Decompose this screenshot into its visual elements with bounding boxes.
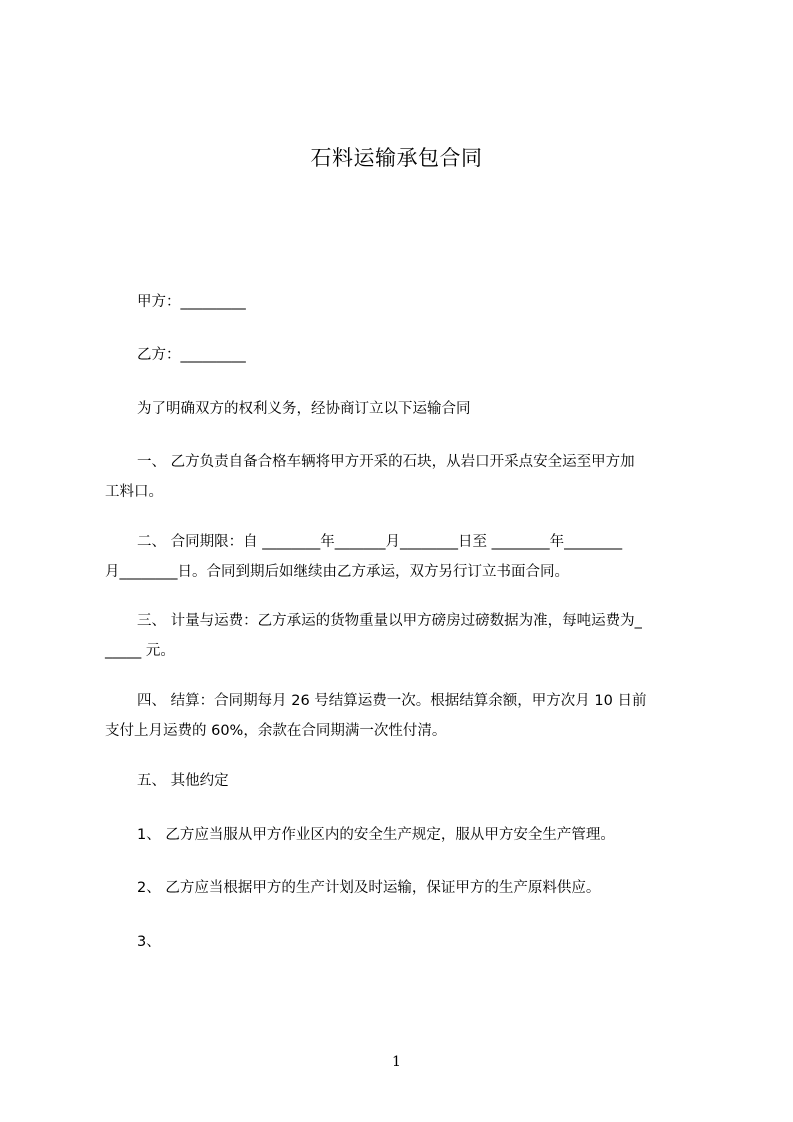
- clause-3-line-2: _____ 元。: [105, 643, 175, 659]
- document-title: 石料运输承包合同: [310, 146, 483, 170]
- clause-3: [105, 606, 703, 666]
- clause-4-line-2: 支付上月运费的 60%，余款在合同期满一次性付清。: [105, 723, 447, 739]
- clause-5-heading: 五、 其他约定: [137, 773, 229, 789]
- clause-1: [105, 447, 703, 507]
- clause-2-line-1: 二、 合同期限：自 ________年_______月________日至 ________年________: [137, 534, 623, 550]
- intro-paragraph: 为了明确双方的权利义务，经协商订立以下运输合同: [137, 401, 471, 417]
- page-number: 1: [392, 1054, 401, 1070]
- clause-2-line-2: 月________日。合同到期后如继续由乙方承运，双方另行订立书面合同。: [105, 564, 569, 580]
- clause-4: [105, 686, 703, 746]
- clause-3-line-1: 三、 计量与运费：乙方承运的货物重量以甲方磅房过磅数据为准，每吨运费为_: [137, 613, 642, 629]
- party-b-line: 乙方：_________: [137, 347, 246, 363]
- clause-5-item-2: 2、 乙方应当根据甲方的生产计划及时运输，保证甲方的生产原料供应。: [137, 880, 601, 896]
- clause-1-line-2: 工料口。: [105, 484, 163, 500]
- clause-5-item-3: 3、: [137, 934, 161, 950]
- clause-1-line-1: 一、 乙方负责自备合格车辆将甲方开采的石块，从岩口开采点安全运至甲方加: [137, 454, 635, 470]
- party-a-line: 甲方：_________: [137, 294, 246, 310]
- clause-5-item-1: 1、 乙方应当服从甲方作业区内的安全生产规定，服从甲方安全生产管理。: [137, 827, 615, 843]
- clause-4-line-1: 四、 结算：合同期每月 26 号结算运费一次。根据结算余额，甲方次月 10 日前: [137, 693, 647, 709]
- clause-2: [105, 527, 703, 587]
